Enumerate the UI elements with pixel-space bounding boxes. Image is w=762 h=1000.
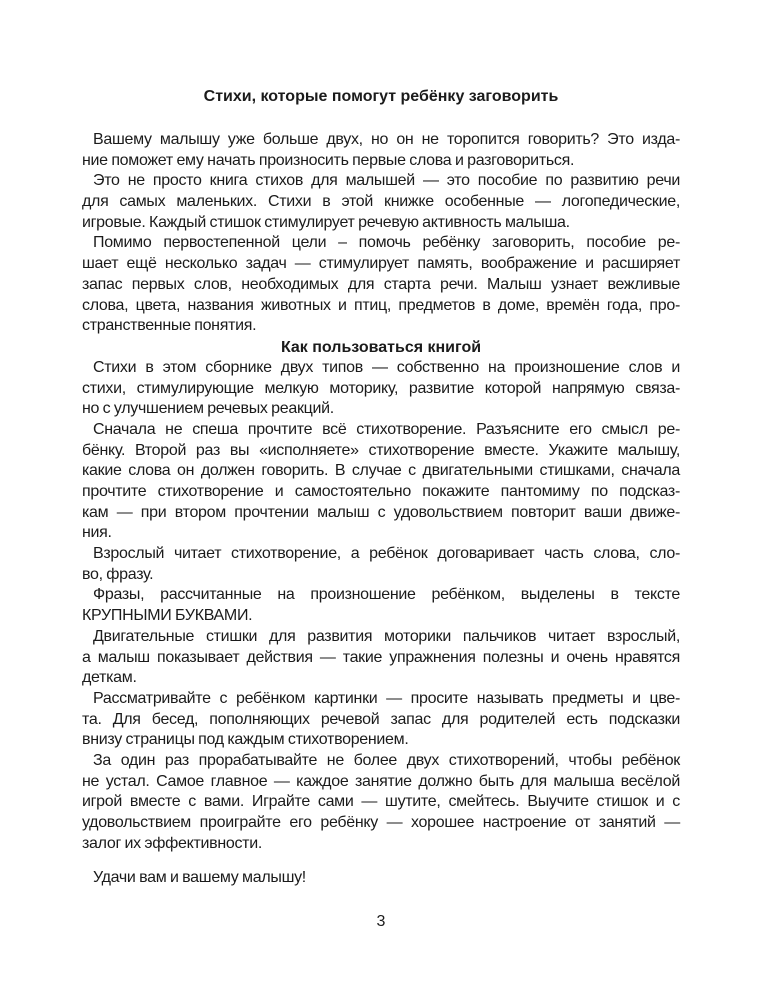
text-line: удовольствием проиграйте его ребёнку — хорошее настроение от занятий — — [82, 814, 680, 831]
paragraph — [82, 627, 680, 689]
text-line: странственные понятия. — [82, 317, 257, 335]
section-heading: Как пользоваться книгой — [280, 338, 482, 356]
text-line: шает ещё несколько задач — стимулирует память, воображение и расширяет — [82, 255, 680, 273]
paragraph — [82, 585, 680, 626]
paragraph — [82, 751, 680, 854]
spacer — [82, 854, 680, 868]
text-line: Стихи в этом сборнике двух типов — собственно на произношение слов и — [93, 358, 680, 376]
text-line: какие слова он должен говорить. В случае с двигательными стишками, сначала — [82, 462, 680, 480]
usage-section — [82, 358, 680, 855]
text-line: Рассматривайте с ребёнком картинки — просите называть предметы и цве- — [93, 689, 680, 707]
closing-line: Удачи вам и вашему малышу! — [93, 869, 306, 887]
text-line: КРУПНЫМИ БУКВАМИ. — [82, 607, 253, 625]
intro-section — [82, 130, 680, 337]
paragraph — [82, 171, 680, 233]
text-line: прочтите стихотворение и самостоятельно покажите пантомиму по подсказ- — [82, 483, 680, 500]
paragraph — [82, 130, 680, 171]
text-line: Помимо первостепенной цели – помочь ребёнку заговорить, пособие ре- — [93, 234, 680, 252]
text-line: но с улучшением речевых реакций. — [82, 400, 334, 418]
text-line: игровые. Каждый стишок стимулирует речевую активность малыша. — [82, 213, 570, 231]
paragraph — [82, 420, 680, 544]
paragraph — [82, 544, 680, 585]
text-line: та. Для бесед, пополняющих речевой запас для родителей есть подсказки — [82, 710, 680, 728]
text-line: Сначала не спеша прочтите всё стихотворение. Разъясните его смысл ре- — [93, 420, 680, 438]
text-line: запас первых слов, необходимых для старта речи. Малыш узнает вежливые — [82, 275, 680, 293]
page-content — [82, 86, 680, 889]
text-line: не устал. Самое главное — каждое занятие должно быть для малыша весёлой — [82, 772, 680, 790]
page-title: Стихи, которые помогут ребёнку заговорить — [203, 88, 559, 105]
text-line: залог их эффективности. — [82, 834, 262, 852]
text-line: За один раз прорабатывайте не более двух стихотворений, чтобы ребёнок — [93, 751, 680, 769]
text-line: Двигательные стишки для развития моторики пальчиков читает взрослый, — [93, 627, 680, 645]
paragraph — [82, 358, 680, 420]
paragraph — [82, 689, 680, 751]
text-line: Взрослый читает стихотворение, а ребёнок договаривает часть слова, сло- — [93, 545, 680, 563]
text-line: Фразы, рассчитанные на произношение ребёнком, выделены в тексте — [93, 586, 680, 604]
text-line: бёнку. Второй раз вы «исполняете» стихотворение вместе. Укажите малышу, — [82, 441, 680, 459]
text-line: кам — при втором прочтении малыш с удовольствием повторит ваши движе- — [82, 503, 680, 521]
text-line: деткам. — [82, 669, 137, 687]
text-line: стихи, стимулирующие мелкую моторику, развитие которой напрямую связа- — [82, 379, 680, 397]
text-line: слова, цвета, названия животных и птиц, предметов в доме, времён года, про- — [82, 296, 680, 314]
text-line: а малыш показывает действия — такие упражнения полезны и очень нравятся — [82, 648, 680, 666]
text-line: игрой вместе с вами. Играйте сами — шутите, смейтесь. Выучите стишок и с — [82, 793, 680, 811]
text-line: Это не просто книга стихов для малышей — это пособие по развитию речи — [93, 172, 680, 190]
text-line: Вашему малышу уже больше двух, но он не торопится говорить? Это изда- — [93, 131, 680, 148]
page-number: 3 — [376, 913, 386, 930]
text-line: внизу страницы под каждым стихотворением. — [82, 731, 409, 749]
text-line: ния. — [82, 524, 112, 542]
text-line: ние поможет ему начать произносить первые слова и разговориться. — [82, 151, 575, 169]
text-line: во, фразу. — [82, 565, 154, 583]
text-line: для самых маленьких. Стихи в этой книжке особенные — логопедические, — [82, 193, 680, 211]
paragraph — [82, 233, 680, 336]
